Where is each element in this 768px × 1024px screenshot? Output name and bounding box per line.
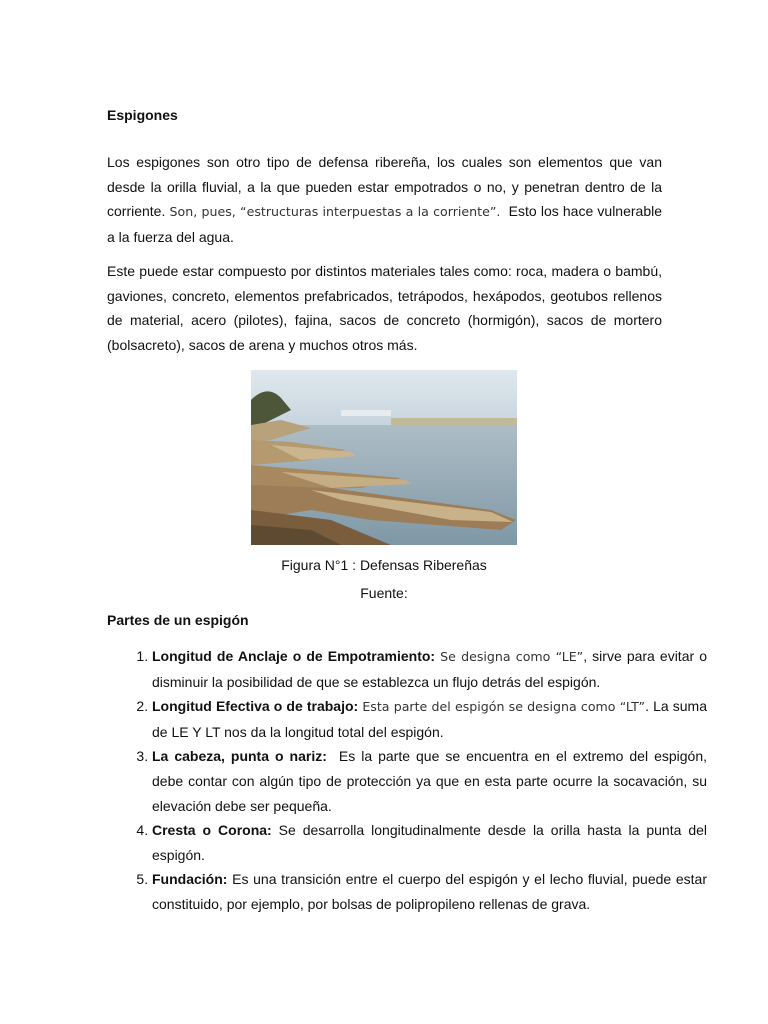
paragraph-intro-text-a: Los espigones son otro tipo de defensa ribereña, los cuales son elementos que van desde la orilla fluvial, a la que pueden estar empotrados o no, y penetran dentro de la corriente. (107, 154, 662, 220)
paragraph-intro-text-c: Esto los hace vulnerable a la fuerza del agua. (107, 203, 663, 245)
list-item-text: Se desarrolla longitudinalmente desde la orilla hasta la punta del espigón. (152, 822, 708, 863)
figure-riverbank-photo (251, 370, 517, 545)
list-item-alt: Esta parte del espigón se designa como “LT” (362, 699, 646, 715)
list-item-term: La cabeza, punta o nariz: (152, 748, 327, 765)
list-item-term: Cresta o Corona: (152, 822, 272, 839)
list-item (152, 867, 707, 916)
paragraph-materials: Este puede estar compuesto por distintos materiales tales como: roca, madera o bambú, gaviones, concreto, elementos prefabricados, tetrápodos, hexápodos, geotubos rellenos de material, acero (pilotes), fajina, sacos de concreto (hormigón), sacos de mortero (bolsacreto), sacos de arena y muchos otros más. (107, 263, 662, 353)
list-item-term: Fundación: (152, 871, 228, 888)
figure-source: Fuente: (360, 585, 408, 601)
paragraph-intro (107, 150, 662, 249)
list-item (152, 818, 707, 867)
list-item-alt: Se designa como “LE” (440, 649, 584, 664)
list-item (152, 644, 707, 694)
list-item (152, 744, 707, 818)
page-title: Espigones (107, 107, 178, 123)
list-item-text: Es una transición entre el cuerpo del espigón y el lecho fluvial, puede estar constituido, por ejemplo, por bolsas de polipropileno rellenas de grava. (152, 871, 708, 912)
paragraph-intro-quote: Son, pues, “estructuras interpuestas a la corriente”. (169, 204, 501, 220)
list-item-text: . La suma de LE Y LT nos da la longitud total del espigón. (152, 698, 707, 740)
list-item-term: Longitud Efectiva o de trabajo: (152, 698, 359, 715)
list-item-text: Es la parte que se encuentra en el extremo del espigón, debe contar con algún tipo de protección ya que en esta parte ocurre la socavación, su elevación debe ser pequeña. (152, 748, 707, 814)
list-item-text: , sirve para evitar o disminuir la posibilidad de que se establezca un flujo detrás del espigón. (152, 648, 708, 690)
parts-list (107, 644, 707, 917)
list-item (152, 694, 707, 744)
section-title: Partes de un espigón (107, 612, 249, 628)
list-item-term: Longitud de Anclaje o de Empotramiento: (152, 648, 436, 664)
figure-caption: Figura N°1 : Defensas Ribereñas (281, 557, 487, 573)
riverbank-photo-illustration (251, 370, 517, 545)
